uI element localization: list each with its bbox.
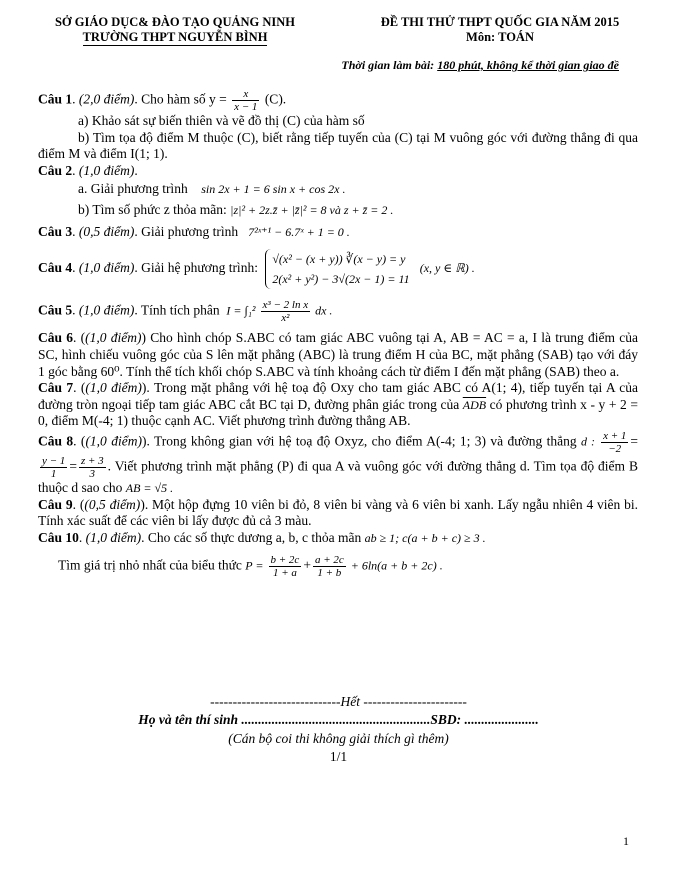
question-4: Câu 4. (1,0 điểm). Giải hệ phương trình: √(x² − (x + y)) ∛(x − y) = y 2(x² + y²) − 3√(2x − 1) = 11 (x, y ∈ ℝ) . — [38, 249, 638, 289]
question-1a: a) Khảo sát sự biến thiên và vẽ đồ thị (C) của hàm số — [78, 113, 365, 128]
question-1b: b) Tìm tọa độ điểm M thuộc (C), biết rằng tiếp tuyến của (C) tại M vuông góc với đường thẳng đi qua điểm M và điểm I(1; 1). — [38, 129, 638, 162]
equation-system: √(x² − (x + y)) ∛(x − y) = y 2(x² + y²) − 3√(2x − 1) = 11 — [265, 249, 409, 289]
question-10: Câu 10. (1,0 điểm). Cho các số thực dương a, b, c thỏa mãn ab ≥ 1; c(a + b + c) ≥ 3 . — [38, 529, 486, 545]
question-2b: b) Tìm số phức z thỏa mãn: |z|² + 2z.z̄ + |z̄|² = 8 và z + z̄ = 2 . — [78, 202, 394, 218]
exam-body — [38, 88, 638, 579]
question-10-expression: Tìm giá trị nhỏ nhất của biểu thức P = $\frac{b + 2c}{1 + a}$ + $\frac{a + 2c}{1 + b}$ + 6ln(a + b + 2c) . — [58, 554, 443, 580]
page-number: 1 — [623, 834, 629, 848]
department-name: SỞ GIÁO DỤC& ĐÀO TẠO QUẢNG NINH — [54, 15, 296, 29]
question-3: Câu 3. (0,5 điểm). Giải phương trình 7²ˣ⁺¹ − 6.7ˣ + 1 = 0 . — [38, 224, 350, 240]
question-2a: a. Giải phương trình sin 2x + 1 = 6 sin x + cos 2x . — [78, 181, 346, 197]
subject-name: Môn: TOÁN — [466, 30, 534, 44]
question-7: Câu 7. ((1,0 điểm)). Trong mặt phẳng với hệ toạ độ Oxy cho tam giác ABC có A(1; 4), tiếp tuyến tại A của đường tròn ngoại tiếp tam giác ABC cắt BC tại D, đường phân giác trong của $\overline{ADB}$ có phương trình x - y + 2 = 0, điểm M(-4; 1) thuộc cạnh AC. Viết phương trình đường thẳng AB. — [38, 380, 639, 429]
proctor-note: (Cán bộ coi thi không giải thích gì thêm) — [228, 731, 449, 746]
question-8: Câu 8. ((1,0 điểm)). Trong không gian với hệ toạ độ Oxyz, cho điểm A(-4; 1; 3) và đường thẳng d : $\frac{x + 1}{-2}$ = $\frac{y - 1}{1}$ = $\frac{z + 3}{3}$ . Viết phương trình mặt phẳng (P) đi qua A và vuông góc với đường thẳng d. Tìm tọa độ điểm B thuộc d sao cho AB = √5 . — [38, 429, 638, 495]
question-9: Câu 9. ((0,5 điểm)). Một hộp đựng 10 viên bi đỏ, 8 viên bi vàng và 6 viên bi xanh. Lấy ngẫu nhiên 4 viên bi. Tính xác suất để các viên bi lấy được đủ cả 3 màu. — [38, 496, 639, 529]
school-header — [30, 15, 320, 46]
school-name: TRƯỜNG THPT NGUYỄN BÌNH — [82, 30, 268, 44]
exam-title: ĐỀ THI THỬ THPT QUỐC GIA NĂM 2015 — [380, 15, 620, 29]
question-1: Câu 1. (2,0 điểm). Cho hàm số y = $\frac{x}{x - 1}$ (C). — [38, 88, 287, 113]
candidate-line: Họ và tên thí sinh ........................................................SBD: ...................... — [138, 712, 539, 727]
fraction: $\frac{x}{x - 1}$ — [234, 88, 258, 113]
time-limit: Thời gian làm bài: 180 phút, không kể thời gian giao đề — [341, 58, 619, 72]
end-marker: -----------------------------Hết ----------------------- — [210, 694, 467, 709]
question-2: Câu 2. (1,0 điểm). — [38, 162, 138, 178]
exam-header — [340, 15, 660, 45]
fraction: $\frac{\text{x³ − 2 ln x}}{\text{x²}}$ — [262, 299, 309, 325]
page-of: 1/1 — [329, 749, 348, 764]
question-6: Câu 6. ((1,0 điểm)) Cho hình chóp S.ABC có tam giác ABC vuông tại A, AB = AC = a, I là trung điểm của SC, hình chiếu vuông góc của S lên mặt phẳng (ABC) là trung điểm H của BC, mặt phẳng (SAB) tạo với đáy 1 góc bằng 60⁰. Tính thể tích khối chóp S.ABC và tính khoảng cách từ điểm I đến mặt phẳng (SAB) theo a. — [38, 330, 638, 379]
question-5: Câu 5. (1,0 điểm). Tính tích phân I = ∫₁² $\frac{\text{x³ − 2 ln x}}{\text{x²}}$ dx . — [38, 299, 333, 325]
